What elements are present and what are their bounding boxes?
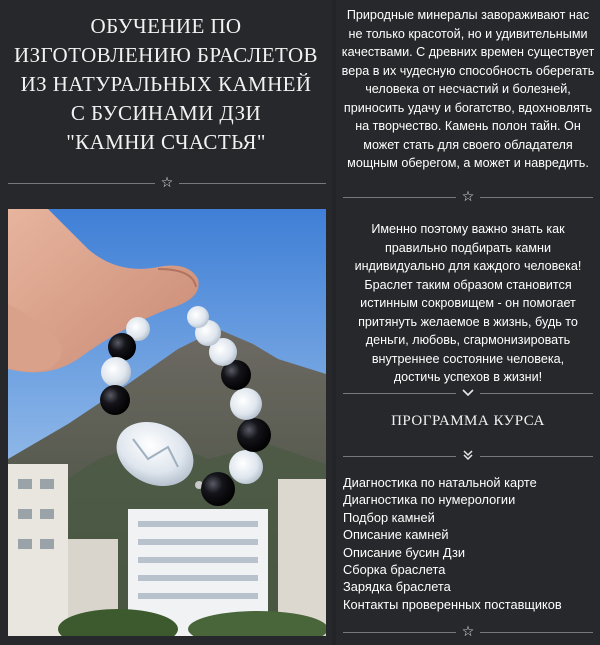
- bracelet-photo-illustration: [8, 209, 326, 636]
- double-chevron-down-icon: [456, 449, 480, 464]
- divider-star-bottom: [343, 625, 593, 639]
- program-item: Описание бусин Дзи: [343, 544, 466, 560]
- bracelet-photo: [8, 209, 326, 636]
- divider-star-right: [343, 190, 593, 204]
- program-item: Подбор камней: [343, 509, 435, 525]
- divider-double-chevron: [343, 449, 593, 464]
- star-outline-icon: ☆: [160, 175, 174, 191]
- chevron-down-icon: [456, 386, 480, 400]
- program-item: Диагностика по натальной карте: [343, 475, 537, 490]
- program-item: Диагностика по нумерологии: [343, 492, 516, 508]
- divider-star-left: [8, 176, 326, 190]
- star-outline-icon: ☆: [461, 189, 475, 205]
- intro-text: Природные минералы завораживают нас не только красотой, но и удивительными качествами. С древних времен существует вера в их чудесную способность оберегать человека от несчастий и болезней, приносить удачу и богатство, вдохновлять на творчество. Камень полон тайн. Он может стать для своего обладателя мощным оберегом, а может и навредить.: [341, 8, 595, 170]
- page-title: ОБУЧЕНИЕ ПО ИЗГОТОВЛЕНИЮ БРАСЛЕТОВ ИЗ НАТУРАЛЬНЫХ КАМНЕЙ С БУСИНАМИ ДЗИ "КАМНИ СЧАСТЬЯ": [14, 14, 318, 154]
- program-item: Контакты проверенных поставщиков: [343, 596, 562, 612]
- program-list: [343, 474, 562, 613]
- program-title: ПРОГРАММА КУРСА: [391, 413, 545, 429]
- second-text: Именно поэтому важно знать как правильно подбирать камни индивидуально для каждого человека! Браслет таким образом становится истинным сокровищем - он помогает притянуть желаемое в жизнь, будь то деньги, любовь, сгармонизировать внутреннее состояние человека, достичь успехов в жизни!: [354, 222, 582, 384]
- star-outline-icon: ☆: [461, 624, 475, 640]
- program-item: Зарядка браслета: [343, 579, 451, 595]
- program-item: Описание камней: [343, 527, 449, 543]
- divider-chevron: [343, 386, 593, 400]
- program-item: Сборка браслета: [343, 562, 446, 578]
